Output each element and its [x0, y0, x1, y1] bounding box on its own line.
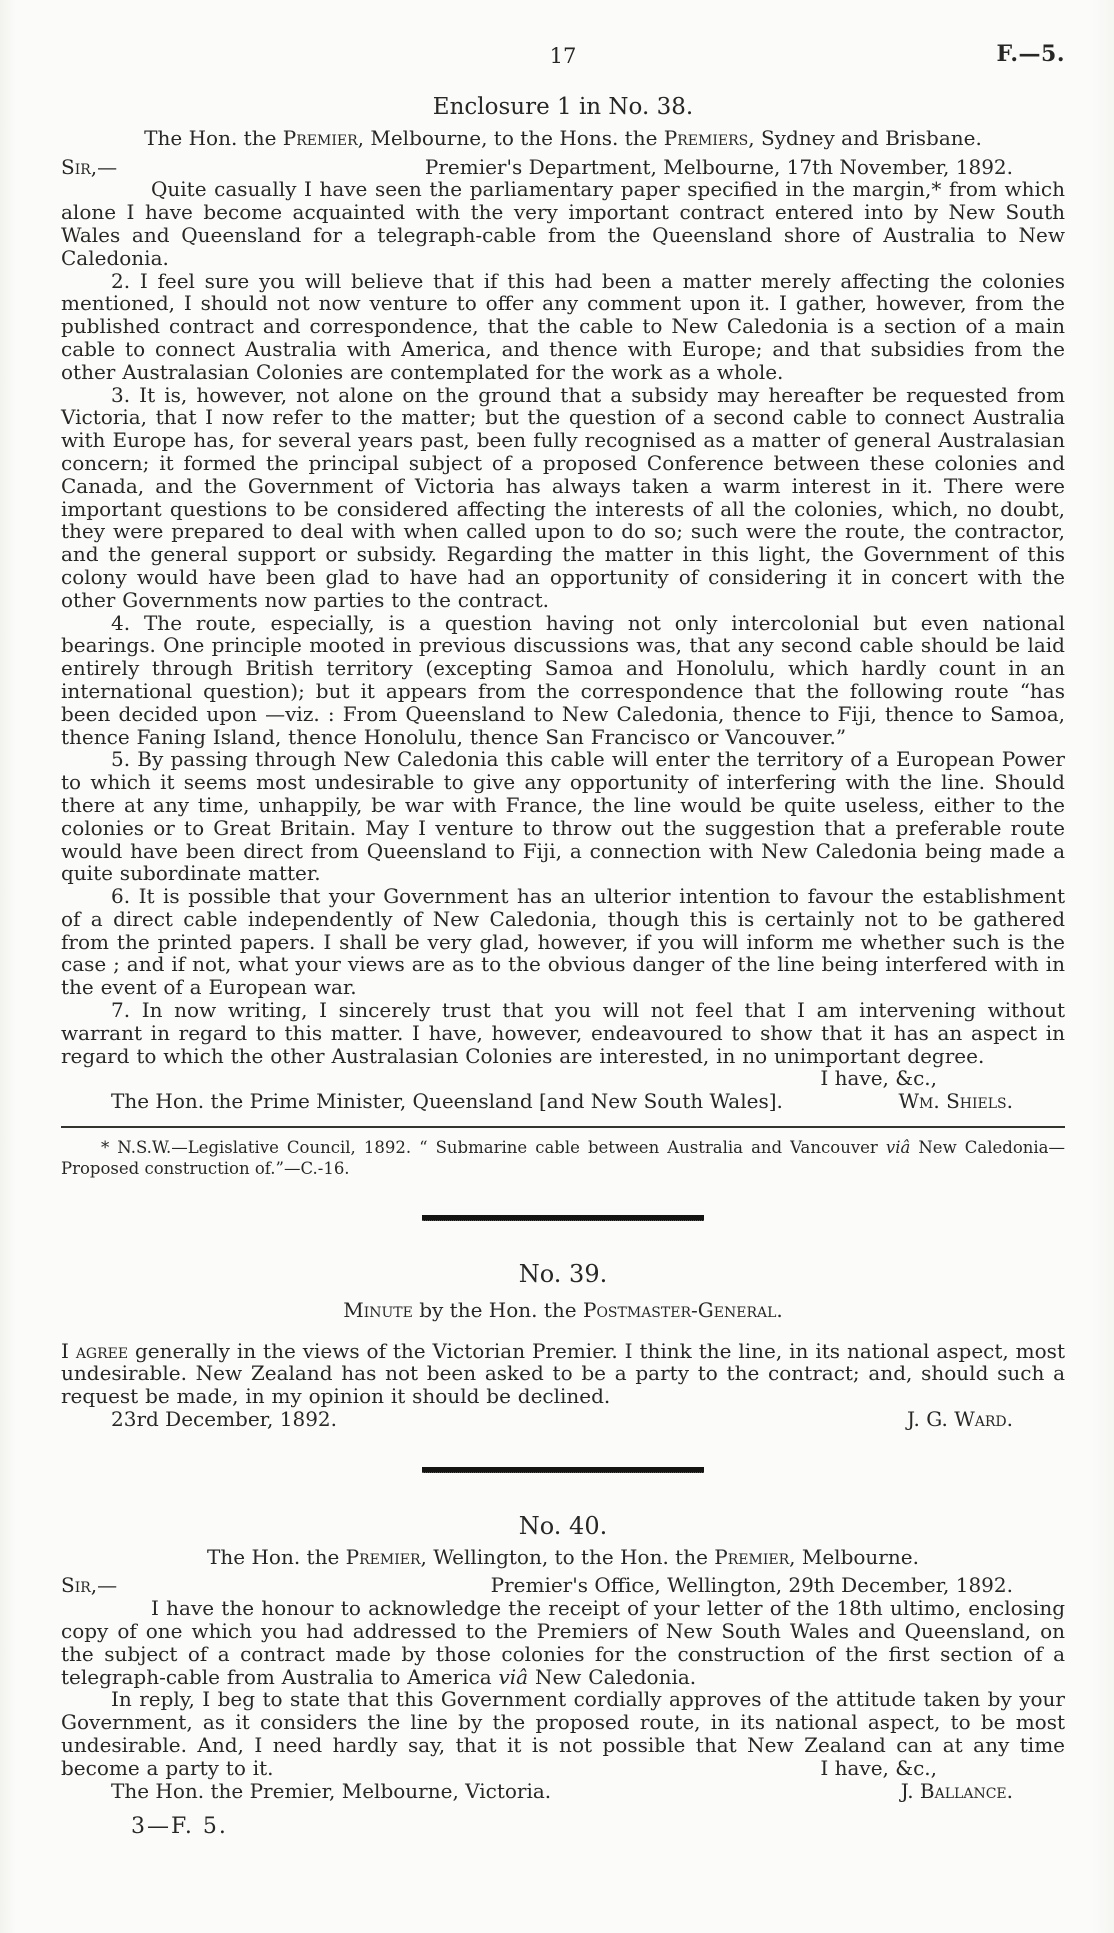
paper-reference: F.—5.: [996, 41, 1065, 67]
signature-ward: J. G. Ward.: [907, 1407, 1013, 1432]
signature-shiels: Wm. Shiels.: [898, 1089, 1013, 1114]
valediction: I have, &c.,: [820, 1066, 937, 1091]
no40-valediction: I have, &c.,: [820, 1755, 937, 1780]
no40-paragraph-2: In reply, I beg to state that this Government cordially approves of the attitude taken by your Government, as it considers the line by the proposed route, in its national aspect, to be most undesirable. And, I need hardly say, that it is not possible that New Zealand can at any time become a party to it.: [61, 1687, 1065, 1780]
no39-date-signature-row: [61, 1408, 1065, 1431]
footnote: * N.S.W.—Legislative Council, 1892. “ Submarine cable between Australia and Vancouver viâ New Caledonia—Proposed construction of.”—C.-16.: [61, 1138, 1066, 1179]
section-divider: [422, 1215, 704, 1221]
no40-salutation-dateline-row: [61, 1574, 1065, 1597]
no40-addressee: The Hon. the Premier, Melbourne, Victoria.: [111, 1778, 552, 1803]
no40-dateline: Premier's Office, Wellington, 29th December, 1892.: [490, 1573, 1013, 1598]
enclosure-heading: Enclosure 1 in No. 38.: [432, 94, 694, 120]
paragraph-3: 3. It is, however, not alone on the ground that a subsidy may hereafter be requested from Victoria, that I now refer to the matter; but the question of a second cable to connect Australia with Europe has, for several years past, been fully recognised as a matter of general Australasian concern; it formed the principal subject of a proposed Conference between these colonies and Canada, and the Government of Victoria has always taken a warm interest in it. There were important questions to be considered affecting the interests of all the colonies, which, no doubt, they were prepared to deal with when called upon to do so; such were the route, the contractor, and the general support or subsidy. Regarding the matter in this light, the Government of this colony would have been glad to have had an opportunity of considering it in concert with the other Governments now parties to the contract.: [61, 382, 1065, 612]
addressee: The Hon. the Prime Minister, Queensland [and New South Wales].: [111, 1089, 783, 1114]
salutation: Sir,—: [61, 154, 118, 179]
no39-date: 23rd December, 1892.: [111, 1407, 338, 1432]
enclosure-parties-line: The Hon. the Premier, Melbourne, to the Hons. the Premiers, Sydney and Brisbane.: [144, 125, 982, 150]
enclosure-1-letter: [61, 96, 1065, 1113]
footnote-rule: [61, 1126, 1065, 1128]
paragraph-6: 6. It is possible that your Government has an ulterior intention to favour the establishment of a direct cable independently of New Caledonia, though this is certainly not to be gathered from the printed papers. I shall be very glad, however, if you will inform me whether such is the case ; and if not, what your views are as to the obvious danger of the line being interfered with in the event of a European war.: [61, 884, 1065, 1000]
no40-addressee-signature-row: [61, 1780, 1065, 1803]
letter-no-40: [61, 1511, 1065, 1803]
no40-paragraph-1: I have the honour to acknowledge the receipt of your letter of the 18th ultimo, enclosing copy of one which you had addressed to the Premiers of New South Wales and Queensland, on the subject of a contract made by those colonies for the construction of the first section of a telegraph-cable from Australia to America viâ New Caledonia.: [61, 1596, 1065, 1689]
no40-heading: No. 40.: [518, 1511, 608, 1540]
no39-subheading: Minute by the Hon. the Postmaster-General.: [343, 1297, 783, 1322]
page-header: [61, 41, 1065, 71]
paragraph-2: 2. I feel sure you will believe that if this had been a matter merely affecting the colonies mentioned, I should not now venture to offer any comment upon it. I gather, however, from the published contract and correspondence, that the cable to New Caledonia is a section of a main cable to connect Australia with America, and thence with Europe; and that subsidies from the other Australasian Colonies are contemplated for the work as a whole.: [61, 268, 1065, 384]
paragraph-4: 4. The route, especially, is a question having not only intercolonial but even national bearings. One principle mooted in previous discussions was, that any second cable should be laid entirely through British territory (excepting Samoa and Honolulu, which hardly count in an international question); but it appears from the correspondence that the following route “has been decided upon —viz. : From Queensland to New Caledonia, thence to Fiji, thence to Samoa, thence Faning Island, thence Honolulu, thence San Francisco or Vancouver.”: [61, 610, 1065, 749]
paragraph-1: Quite casually I have seen the parliamentary paper specified in the margin,* from which alone I have become acquainted with the very important contract entered into by New South Wales and Queensland for a telegraph-cable from the Queensland shore of Australia to New Caledonia.: [61, 177, 1065, 270]
addressee-signature-row: [61, 1090, 1065, 1113]
printer-signature-mark: 3—F. 5.: [131, 1814, 228, 1840]
signature-ballance: J. Ballance.: [900, 1778, 1013, 1803]
page-number: 17: [549, 44, 577, 68]
minute-no-39: [61, 1260, 1065, 1432]
no39-body: I agree generally in the views of the Victorian Premier. I think the line, in its national aspect, most undesirable. New Zealand has not been asked to be a party to the contract; and, should such a request be made, in my opinion it should be declined.: [61, 1338, 1065, 1409]
dateline: Premier's Department, Melbourne, 17th November, 1892.: [424, 154, 1013, 179]
paragraph-7: 7. In now writing, I sincerely trust that you will not feel that I am intervening without warrant in regard to this matter. I have, however, endeavoured to show that it has an aspect in regard to which the other Australasian Colonies are interested, in no unimportant degree.: [61, 998, 1065, 1068]
no40-parties-line: The Hon. the Premier, Wellington, to the Hon. the Premier, Melbourne.: [207, 1544, 919, 1569]
no40-salutation: Sir,—: [61, 1573, 118, 1598]
paragraph-5: 5. By passing through New Caledonia this cable will enter the territory of a European Power to which it seems most undesirable to give any opportunity of interfering with the line. Should there at any time, unhappily, be war with France, the line would be quite useless, either to the colonies or to Great Britain. May I venture to throw out the suggestion that a preferable route would have been direct from Queensland to Fiji, a connection with New Caledonia being made a quite subordinate matter.: [61, 747, 1065, 886]
no39-heading: No. 39.: [518, 1260, 608, 1289]
salutation-dateline-row: [61, 156, 1065, 179]
section-divider-2: [422, 1467, 704, 1473]
